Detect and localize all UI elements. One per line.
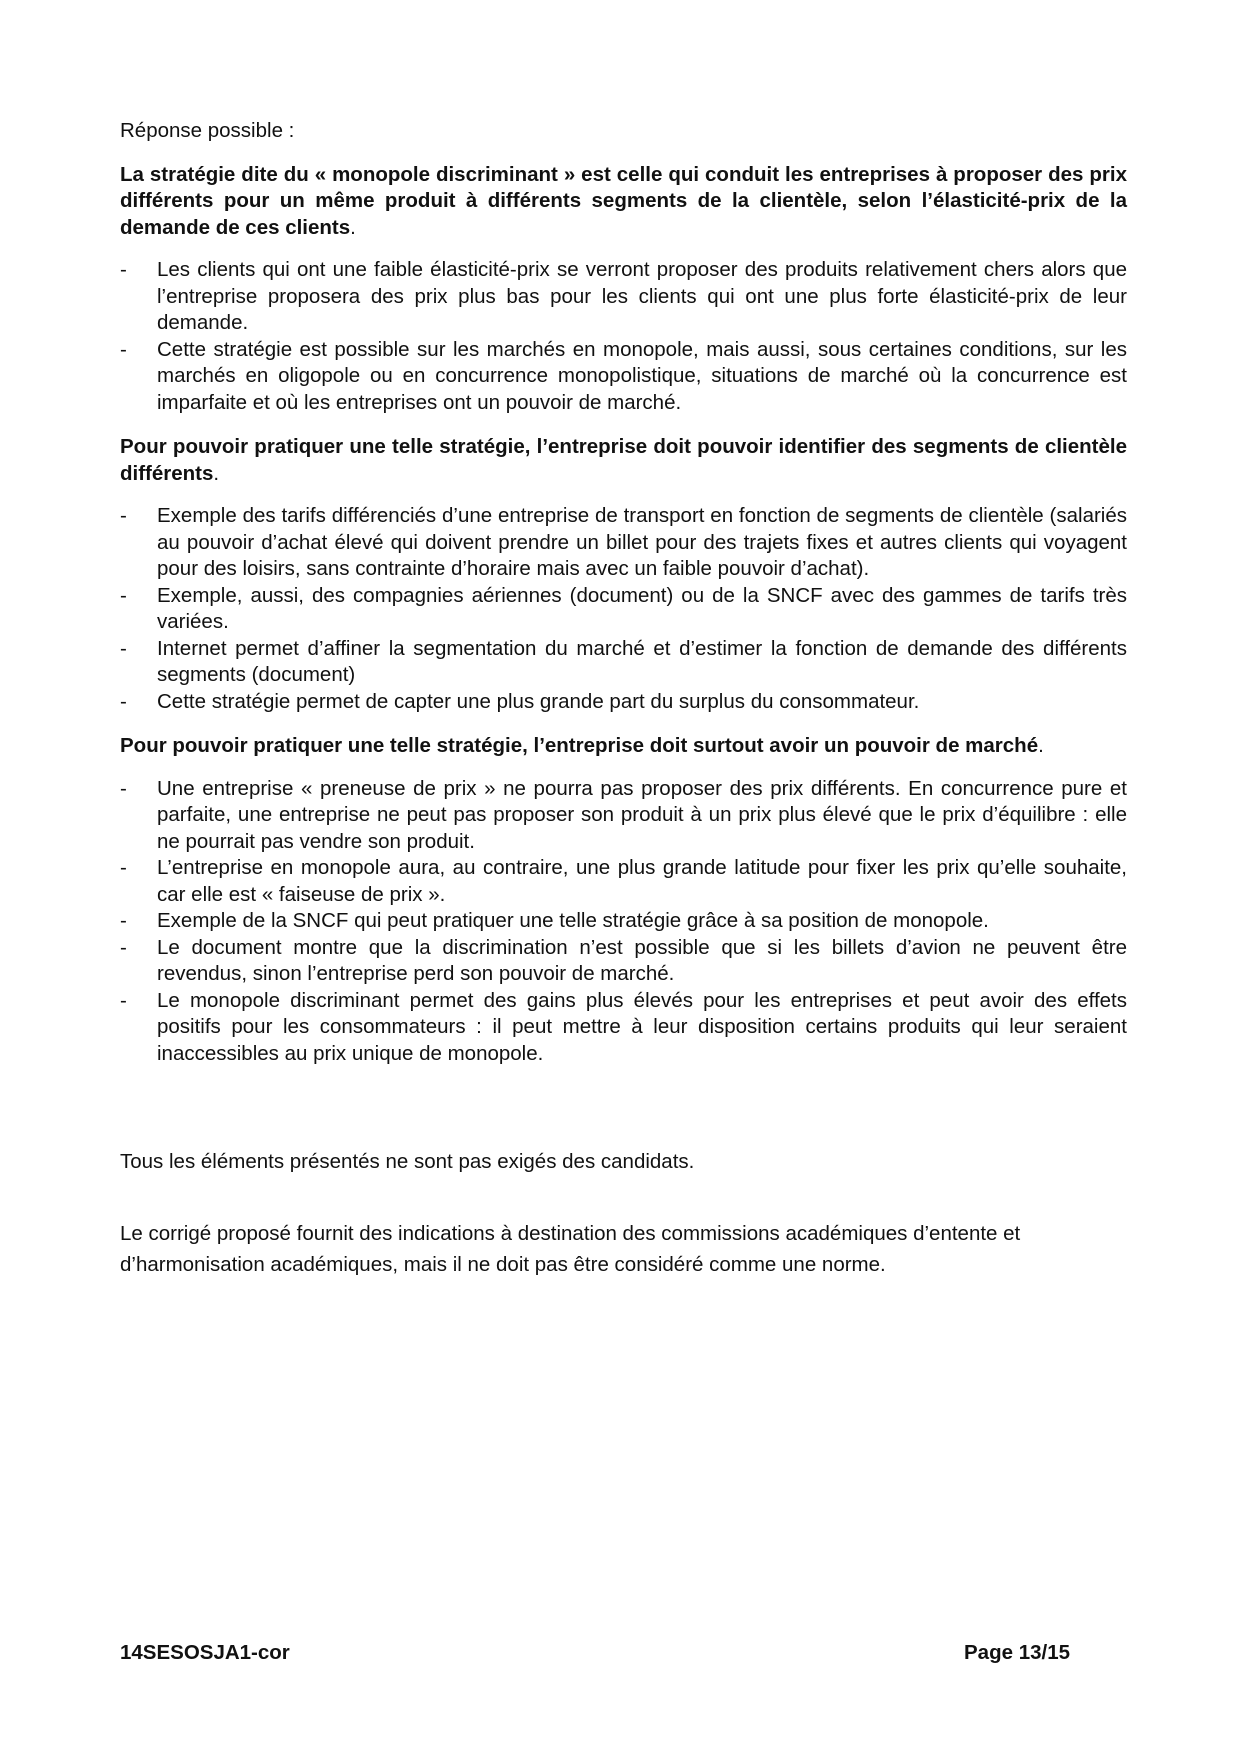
bullet-dash: -	[120, 935, 127, 959]
list-item	[120, 776, 1127, 856]
list-item	[120, 503, 1127, 583]
bullet-dash: -	[120, 689, 127, 713]
list-item-text: Le document montre que la discrimination n’est possible que si les billets d’avion ne peuvent être revendus, sinon l’entreprise perd son pouvoir de marché.	[157, 935, 1127, 985]
list-item	[120, 583, 1127, 636]
list-item-text: Le monopole discriminant permet des gains plus élevés pour les entreprises et peut avoir des effets positifs pour les consommateurs : il peut mettre à leur disposition certains produits qui leur seraient inaccessibles au prix unique de monopole.	[157, 988, 1127, 1065]
bullet-dash: -	[120, 258, 127, 281]
bullet-dash: -	[120, 636, 127, 660]
bullet-dash: -	[120, 583, 127, 607]
list-item-text: Une entreprise « preneuse de prix » ne pourra pas proposer des prix différents. En concurrence pure et parfaite, une entreprise ne peut pas proposer son produit à un prix plus élevé que le prix d’équilibre : elle ne pourrait pas vendre son produit.	[157, 776, 1127, 853]
bullet-dash: -	[120, 909, 127, 932]
list-item	[120, 636, 1127, 689]
list-item-text: Exemple des tarifs différenciés d’une entreprise de transport en fonction de segments de clientèle (salariés au pouvoir d’achat élevé qui doivent prendre un billet pour des trajets fixes et autres clients qui voyagent pour des loisirs, sans contrainte d’horaire mais avec un faible pouvoir d’achat).	[157, 504, 1127, 580]
list-item-text: L’entreprise en monopole aura, au contraire, une plus grande latitude pour fixer les prix qu’elle souhaite, car elle est « faiseuse de prix ».	[157, 856, 1127, 906]
list-item	[120, 935, 1127, 988]
list-item-text: Cette stratégie permet de capter une plus grande part du surplus du consommateur.	[157, 689, 920, 713]
section-3-heading	[120, 733, 1127, 760]
section-3-heading-tail: .	[1038, 734, 1044, 757]
list-item	[120, 988, 1127, 1068]
note-corrige: Le corrigé proposé fournit des indications à destination des commissions académiques d’entente et d’harmonisation académiques, mais il ne doit pas être considéré comme une norme.	[120, 1221, 1021, 1276]
note-candidates: Tous les éléments présentés ne sont pas exigés des candidats.	[120, 1150, 695, 1173]
bullet-dash: -	[120, 337, 127, 361]
section-1-heading	[120, 162, 1127, 242]
document-code: 14SESOSJA1-cor	[120, 1641, 290, 1664]
section-1-heading-text: La stratégie dite du « monopole discriminant » est celle qui conduit les entreprises à proposer des prix différents pour un même produit à différents segments de la clientèle, selon l’élasticité-prix de la demande de ces clients	[120, 162, 1127, 239]
list-item-text: Cette stratégie est possible sur les marchés en monopole, mais aussi, sous certaines conditions, sur les marchés en oligopole ou en concurrence monopolistique, situations de marché où la concurrence est imparfaite et où les entreprises ont un pouvoir de marché.	[157, 337, 1127, 414]
list-item-text: Les clients qui ont une faible élasticité-prix se verront proposer des produits relativement chers alors que l’entreprise proposera des prix plus bas pour les clients qui ont une plus forte élasticité-prix de leur demande.	[157, 258, 1127, 334]
section-3-list	[120, 776, 1127, 1068]
list-item	[120, 689, 1127, 716]
list-item-text: Exemple de la SNCF qui peut pratiquer une telle stratégie grâce à sa position de monopole.	[157, 909, 989, 932]
bullet-dash: -	[120, 988, 127, 1012]
section-3-heading-text: Pour pouvoir pratiquer une telle stratégie, l’entreprise doit surtout avoir un pouvoir de marché	[120, 734, 1039, 757]
bullet-dash: -	[120, 776, 127, 800]
list-item	[120, 257, 1127, 337]
bullet-dash: -	[120, 504, 127, 527]
list-item	[120, 855, 1127, 908]
section-2-heading-tail: .	[213, 461, 220, 485]
page-content	[120, 118, 1127, 1280]
section-1-heading-tail: .	[350, 215, 356, 239]
list-item	[120, 337, 1127, 417]
section-1-list	[120, 257, 1127, 416]
bullet-dash: -	[120, 856, 127, 879]
section-2-heading-text: Pour pouvoir pratiquer une telle stratégie, l’entreprise doit pouvoir identifier des segments de clientèle différents	[120, 435, 1127, 485]
list-item	[120, 908, 1127, 935]
section-2-list	[120, 503, 1127, 715]
list-item-text: Exemple, aussi, des compagnies aériennes (document) ou de la SNCF avec des gammes de tarifs très variées.	[157, 583, 1127, 633]
intro-label: Réponse possible :	[120, 119, 295, 142]
page-number: Page 13/15	[964, 1641, 1070, 1664]
list-item-text: Internet permet d’affiner la segmentation du marché et d’estimer la fonction de demande des différents segments (document)	[157, 636, 1127, 686]
section-2-heading	[120, 434, 1127, 487]
